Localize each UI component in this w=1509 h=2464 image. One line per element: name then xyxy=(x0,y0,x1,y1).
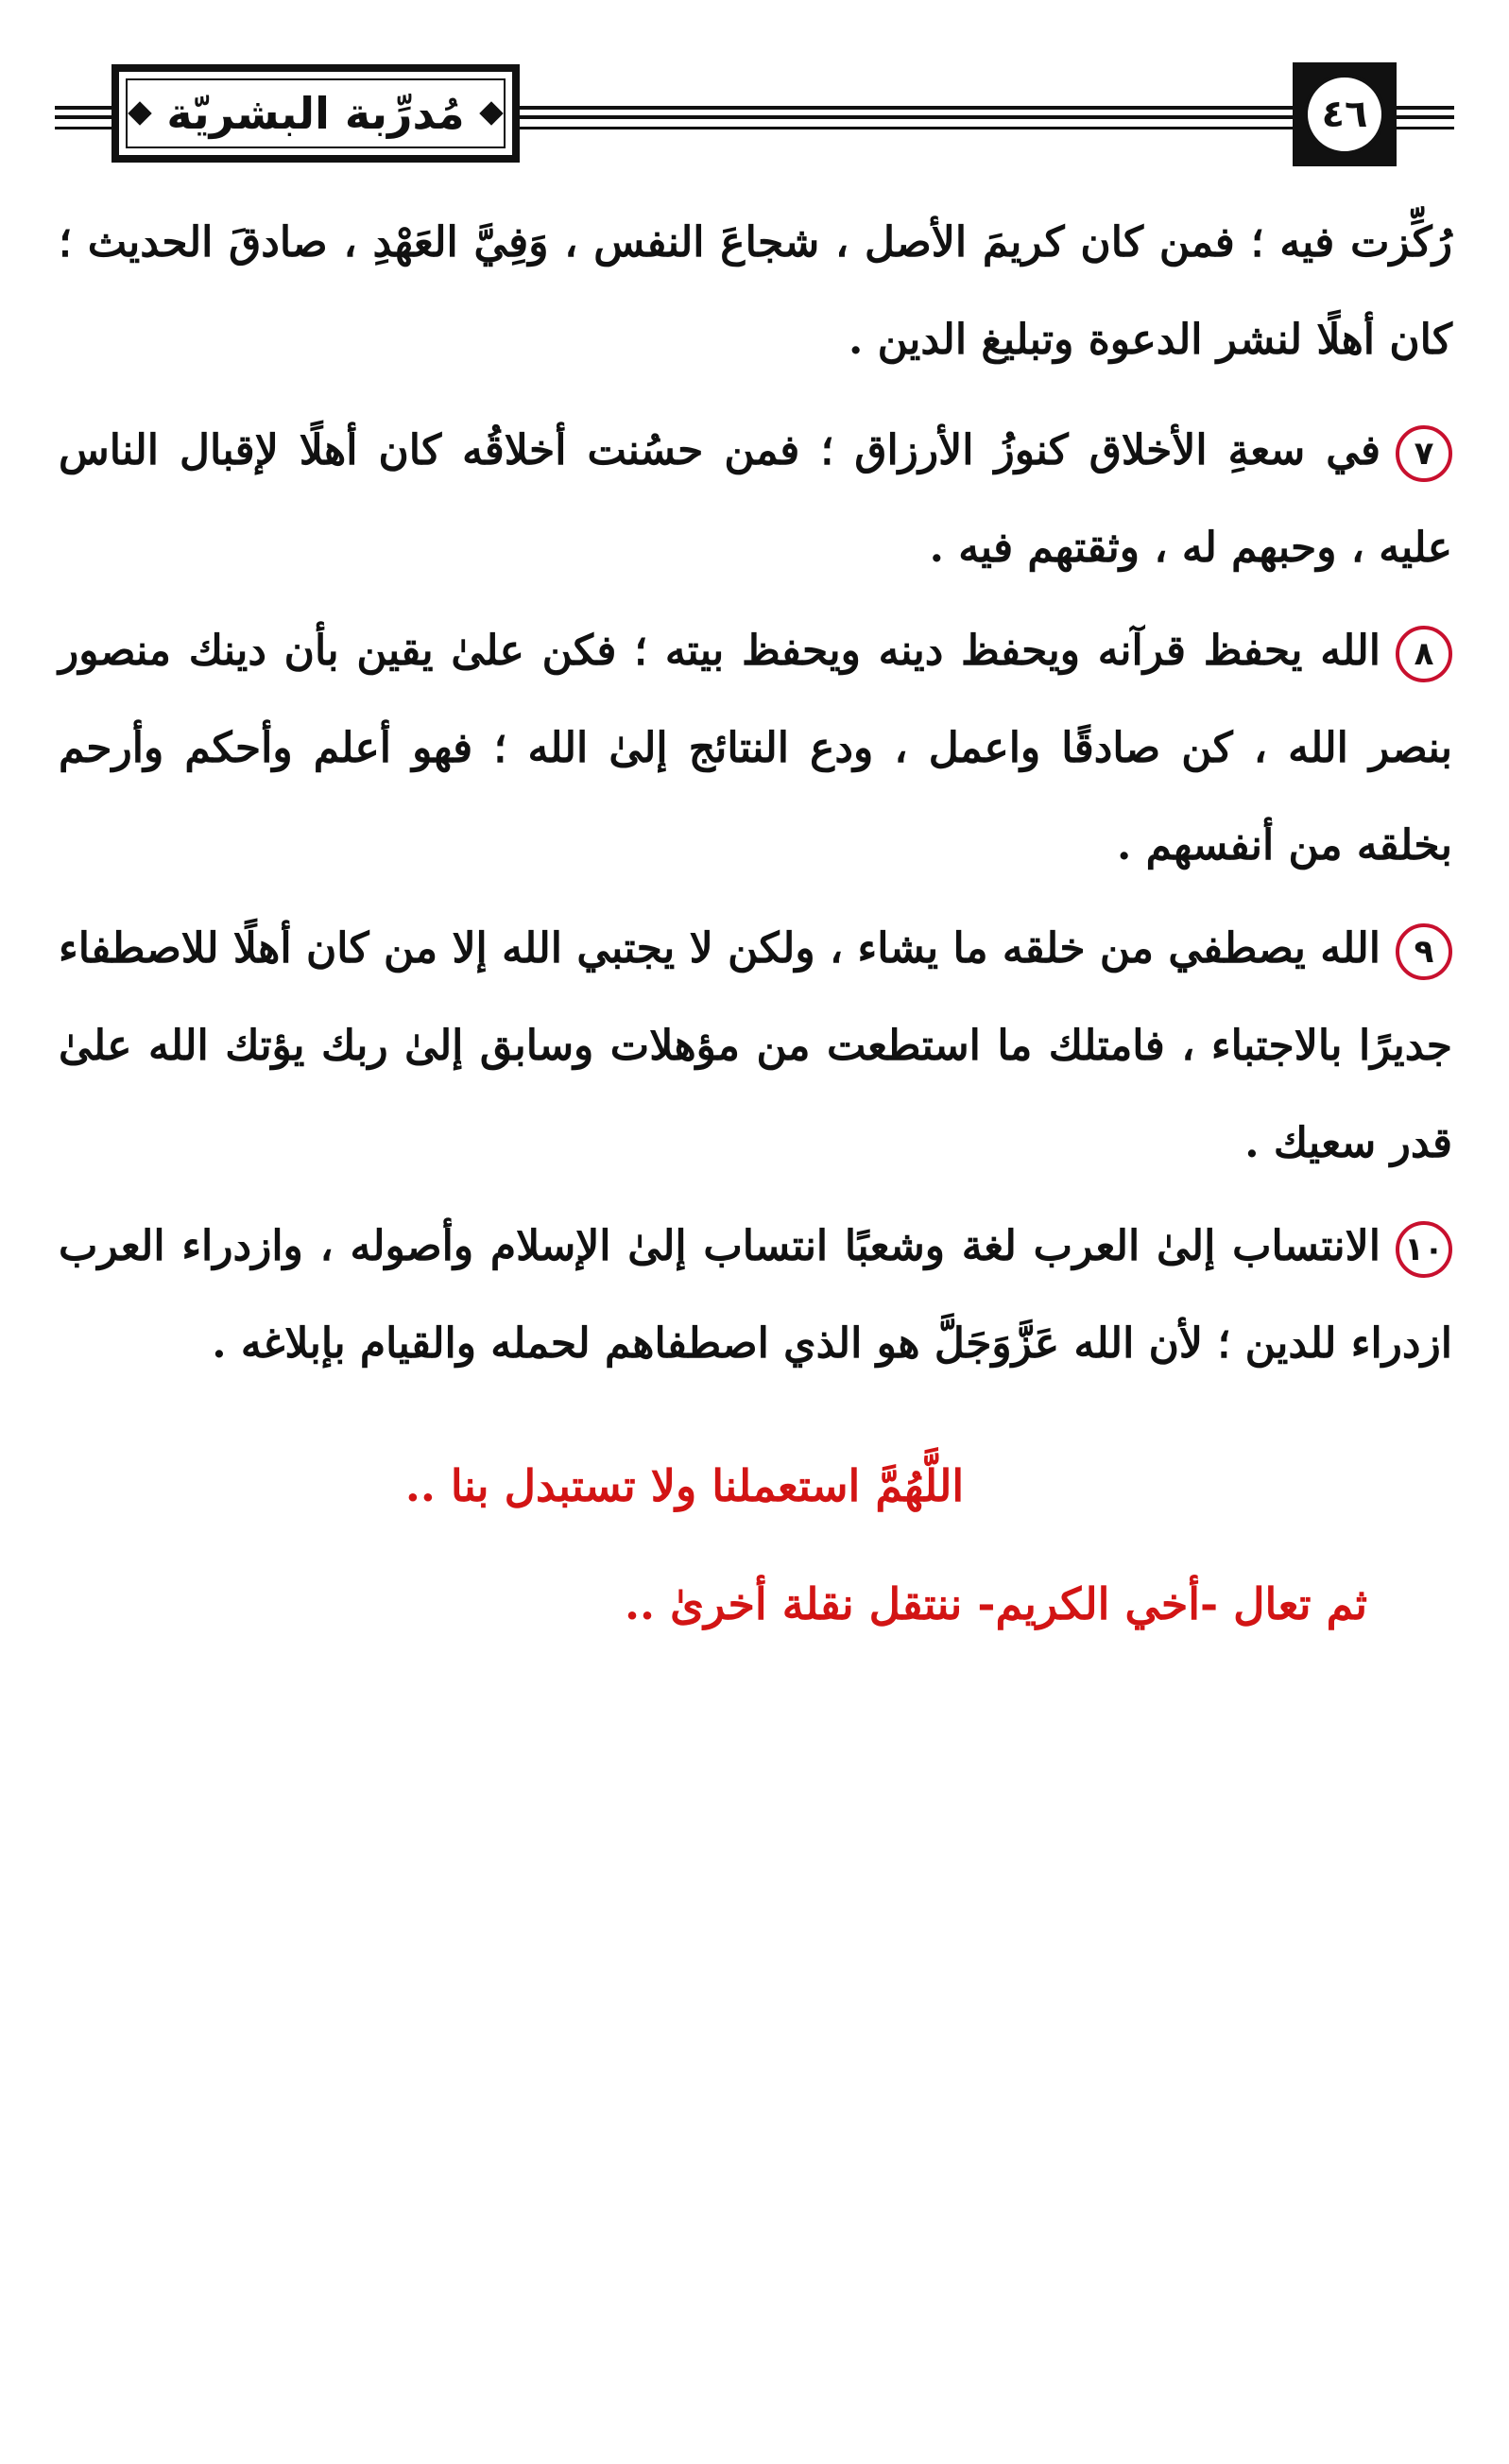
paragraph-text: رُكِّزت فيه ؛ فمن كان كريمَ الأصل ، شجاعَ النفس ، وَفِيَّ العَهْدِ ، صادقَ الحديث ؛ كان أهلًا لنشر الدعوة وتبليغ الدين . xyxy=(59,218,1452,364)
numbered-paragraph xyxy=(59,402,1452,596)
page-number: ٤٦ xyxy=(1304,74,1385,155)
book-title-inner xyxy=(119,72,512,155)
book-title-frame xyxy=(111,64,520,163)
page-body xyxy=(59,194,1452,1398)
point-number-badge: ٧ xyxy=(1396,425,1452,482)
numbered-paragraph xyxy=(59,900,1452,1192)
book-title: مُدرِّبة البشريّة xyxy=(166,88,465,139)
point-number-badge: ٩ xyxy=(1396,923,1452,980)
paragraph-text: الله يصطفي من خلقه ما يشاء ، ولكن لا يجتبي الله إلا من كان أهلًا للاصطفاء جديرًا بالاجتباء ، فامتلك ما استطعت من مؤهلات وسابق إلىٰ ربك يؤتك الله علىٰ قدر سعيك . xyxy=(59,924,1452,1167)
numbered-paragraph xyxy=(59,1198,1452,1392)
page-number-frame xyxy=(1293,62,1397,166)
closing-transition: ثم تعال -أخي الكريم- ننتقل نقلة أخرىٰ .. xyxy=(625,1578,1367,1629)
paragraph-text: الانتساب إلىٰ العرب لغة وشعبًا انتساب إلىٰ الإسلام وأصوله ، وازدراء العرب ازدراء للدين ؛ لأن الله عَزَّوَجَلَّ هو الذي اصطفاهم لحمله والقيام بإبلاغه . xyxy=(59,1222,1452,1368)
point-number-badge: ٨ xyxy=(1396,626,1452,682)
paragraph-text: الله يحفظ قرآنه ويحفظ دينه ويحفظ بيته ؛ فكن علىٰ يقين بأن دينك منصور بنصر الله ، كن صادقًا واعمل ، ودع النتائج إلىٰ الله ؛ فهو أعلم وأحكم وأرحم بخلقه من أنفسهم . xyxy=(59,627,1452,870)
paragraph-text: في سعةِ الأخلاق كنوزُ الأرزاق ؛ فمن حسُنت أخلاقُه كان أهلًا لإقبال الناس عليه ، وحبهم له ، وثقتهم فيه . xyxy=(59,426,1452,572)
closing-prayer: اللَّهُمَّ استعملنا ولا تستبدل بنا .. xyxy=(404,1460,965,1511)
page-header xyxy=(0,0,1509,180)
point-number-badge: ١٠ xyxy=(1396,1221,1452,1278)
numbered-paragraph xyxy=(59,602,1452,894)
paragraph xyxy=(59,194,1452,388)
